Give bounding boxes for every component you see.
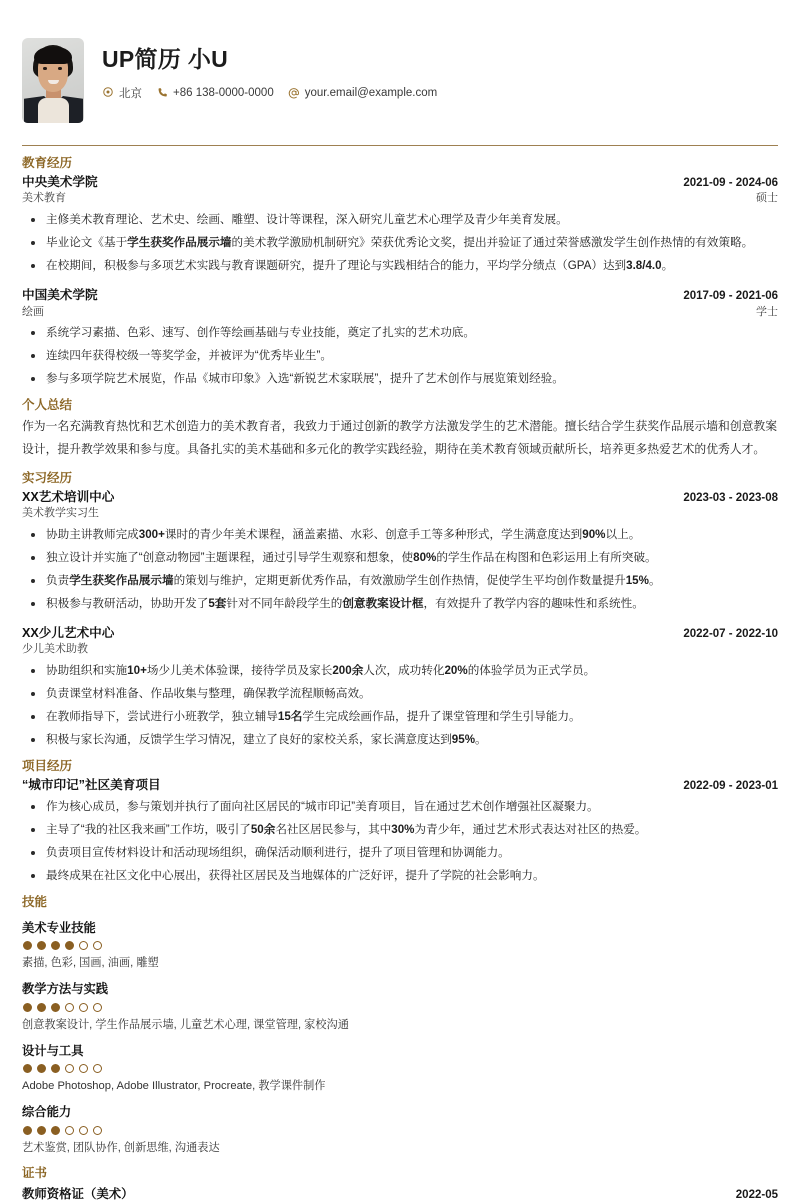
list-item: 独立设计并实施了“创意动物园”主题课程，通过引导学生观察和想象，使80%的学生作品在构图和色彩运用上有所突破。	[22, 549, 778, 567]
skill-dot-empty	[79, 941, 88, 950]
list-item: 参与多项学院艺术展览，作品《城市印象》入选“新锐艺术家联展”，提升了艺术创作与展览策划经验。	[22, 370, 778, 388]
list-item: 最终成果在社区文化中心展出，获得社区居民及当地媒体的广泛好评，提升了学院的社会影响力。	[22, 867, 778, 885]
skill-dot-empty	[79, 1003, 88, 1012]
contact-email-text: your.email@example.com	[304, 86, 438, 99]
contact-email	[288, 87, 437, 99]
section-internship	[22, 471, 778, 749]
project-bullets	[22, 798, 778, 885]
skill-name: 综合能力	[22, 1105, 72, 1120]
skill-dot-filled	[37, 941, 46, 950]
skill-items: 艺术鉴赏, 团队协作, 创新思维, 沟通表达	[22, 1141, 220, 1154]
header-info	[102, 38, 437, 101]
internship-entry	[22, 489, 778, 613]
internship-date: 2022-07 - 2022-10	[683, 627, 778, 640]
list-item: 协助组织和实施10+场少儿美术体验课，接待学员及家长200余人次，成功转化20%的体验学员为正式学员。	[22, 662, 778, 680]
section-title-certificates: 证书	[22, 1166, 48, 1181]
list-item: 连续四年获得校级一等奖学金，并被评为“优秀毕业生”。	[22, 347, 778, 365]
skill-level-dots	[23, 941, 778, 950]
internship-role: 少儿美术助教	[22, 643, 88, 656]
education-bullets	[22, 324, 778, 388]
contact-phone-text: +86 138-0000-0000	[173, 86, 274, 99]
internship-bullets	[22, 662, 778, 749]
list-item: 积极与家长沟通，反馈学生学习情况，建立了良好的家校关系，家长满意度达到95%。	[22, 731, 778, 749]
skill-dot-filled	[51, 1064, 60, 1073]
skill-group	[22, 1104, 778, 1156]
education-org: 中国美术学院	[22, 287, 98, 302]
skill-dot-filled	[23, 941, 32, 950]
internship-role: 美术教学实习生	[22, 507, 99, 520]
internship-date: 2023-03 - 2023-08	[683, 491, 778, 504]
education-entry	[22, 174, 778, 275]
skill-dot-filled	[23, 1126, 32, 1135]
contact-location	[102, 85, 142, 101]
skill-dot-empty	[65, 1003, 74, 1012]
skill-level-dots	[23, 1126, 778, 1135]
internship-org: XX艺术培训中心	[22, 489, 115, 504]
skill-dot-filled	[37, 1126, 46, 1135]
skill-dot-empty	[93, 1064, 102, 1073]
certificate-date: 2022-05	[735, 1189, 778, 1202]
section-education	[22, 156, 778, 388]
internship-org: XX少儿艺术中心	[22, 625, 115, 640]
list-item: 在教师指导下，尝试进行小班教学，独立辅导15名学生完成绘画作品，提升了课堂管理和学生引导能力。	[22, 708, 778, 726]
section-summary	[22, 398, 778, 461]
section-title-internship: 实习经历	[22, 470, 73, 485]
list-item: 在校期间，积极参与多项艺术实践与教育课题研究，提升了理论与实践相结合的能力，平均学分绩点（GPA）达到3.8/4.0。	[22, 257, 778, 275]
section-skills	[22, 895, 778, 1156]
list-item: 积极参与教研活动，协助开发了5套针对不同年龄段学生的创意教案设计框，有效提升了教学内容的趣味性和系统性。	[22, 595, 778, 613]
education-major: 美术教育	[22, 192, 66, 205]
list-item: 协助主讲教师完成300+课时的青少年美术课程，涵盖素描、水彩、创意手工等多种形式，学生满意度达到90%以上。	[22, 526, 778, 544]
section-title-education: 教育经历	[22, 156, 73, 170]
skill-dot-empty	[93, 941, 102, 950]
skill-dot-empty	[93, 1126, 102, 1135]
summary-text: 作为一名充满教育热忱和艺术创造力的美术教育者，我致力于通过创新的教学方法激发学生的艺术潜能。擅长结合学生获奖作品展示墙和创意教案设计，提升教学效果和参与度。具备扎实的美术基础和多元化的教学实践经验，期待在美术教育领域贡献所长，培养更多热爱艺术的优秀人才。	[22, 418, 778, 456]
avatar	[22, 38, 84, 123]
resume-header	[22, 34, 778, 123]
skill-dot-empty	[93, 1003, 102, 1012]
project-name: “城市印记”社区美育项目	[22, 777, 161, 792]
project-entry	[22, 777, 778, 885]
section-title-skills: 技能	[22, 895, 48, 910]
section-certificates	[22, 1166, 778, 1202]
education-degree: 硕士	[756, 192, 778, 205]
project-date: 2022-09 - 2023-01	[683, 779, 778, 792]
skill-dot-empty	[79, 1064, 88, 1073]
skill-level-dots	[23, 1064, 778, 1073]
skill-level-dots	[23, 1003, 778, 1012]
contact-phone	[156, 87, 274, 99]
list-item: 作为核心成员，参与策划并执行了面向社区居民的“城市印记”美育项目，旨在通过艺术创作增强社区凝聚力。	[22, 798, 778, 816]
education-degree: 学士	[756, 305, 778, 318]
skill-dot-filled	[37, 1003, 46, 1012]
skill-dot-filled	[23, 1003, 32, 1012]
skill-name: 教学方法与实践	[22, 982, 109, 997]
skill-dot-filled	[51, 1126, 60, 1135]
header-divider	[22, 145, 778, 146]
email-at-icon	[288, 87, 300, 99]
skill-items: Adobe Photoshop, Adobe Illustrator, Procreate, 教学课件制作	[22, 1080, 326, 1093]
section-title-summary: 个人总结	[22, 398, 73, 413]
list-item: 主修美术教育理论、艺术史、绘画、雕塑、设计等课程，深入研究儿童艺术心理学及青少年美育发展。	[22, 211, 778, 229]
list-item: 负责课堂材料准备、作品收集与整理，确保教学流程顺畅高效。	[22, 685, 778, 703]
location-pin-icon	[102, 87, 114, 99]
skill-items: 创意教案设计, 学生作品展示墙, 儿童艺术心理, 课堂管理, 家校沟通	[22, 1018, 349, 1031]
skill-dot-filled	[65, 941, 74, 950]
skill-dot-filled	[51, 1003, 60, 1012]
skill-group	[22, 981, 778, 1033]
education-org: 中央美术学院	[22, 174, 98, 189]
certificate-row	[22, 1184, 778, 1202]
skill-name: 设计与工具	[22, 1043, 84, 1058]
list-item: 系统学习素描、色彩、速写、创作等绘画基础与专业技能，奠定了扎实的艺术功底。	[22, 324, 778, 342]
education-entry	[22, 287, 778, 388]
skill-group	[22, 920, 778, 972]
skill-dot-empty	[65, 1126, 74, 1135]
list-item: 负责项目宣传材料设计和活动现场组织，确保活动顺利进行，提升了项目管理和协调能力。	[22, 844, 778, 862]
skill-dot-empty	[79, 1126, 88, 1135]
section-title-projects: 项目经历	[22, 759, 73, 774]
section-projects	[22, 759, 778, 885]
list-item: 负责学生获奖作品展示墙的策划与维护，定期更新优秀作品，有效激励学生创作热情，促使学生平均创作数量提升15%。	[22, 572, 778, 590]
certificate-name: 教师资格证（美术）	[22, 1187, 134, 1202]
contact-location-text: 北京	[119, 87, 142, 100]
education-bullets	[22, 211, 778, 275]
contact-list	[102, 85, 437, 101]
list-item: 主导了“我的社区我来画”工作坊，吸引了50余名社区居民参与，其中30%为青少年，通过艺术形式表达对社区的热爱。	[22, 821, 778, 839]
internship-entry	[22, 625, 778, 749]
page-title: UP简历 小U	[102, 46, 229, 72]
skill-group	[22, 1043, 778, 1095]
phone-icon	[156, 87, 168, 99]
skill-dot-filled	[37, 1064, 46, 1073]
education-major: 绘画	[22, 305, 44, 318]
skill-dot-filled	[51, 941, 60, 950]
skill-dot-empty	[65, 1064, 74, 1073]
education-date: 2021-09 - 2024-06	[683, 176, 778, 189]
skill-dot-filled	[23, 1064, 32, 1073]
skill-name: 美术专业技能	[22, 920, 96, 935]
skill-items: 素描, 色彩, 国画, 油画, 雕塑	[22, 957, 159, 970]
list-item: 毕业论文《基于学生获奖作品展示墙的美术教学激励机制研究》荣获优秀论文奖，提出并验证了通过荣誉感激发学生创作热情的有效策略。	[22, 234, 778, 252]
education-date: 2017-09 - 2021-06	[683, 289, 778, 302]
internship-bullets	[22, 526, 778, 613]
